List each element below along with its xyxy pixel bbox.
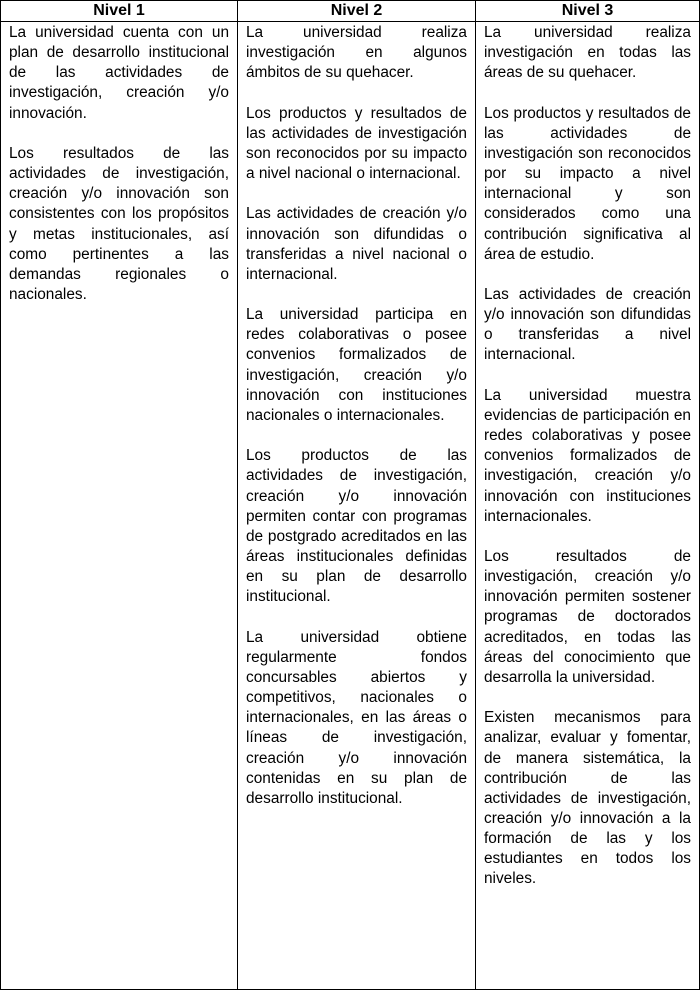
nivel-2-paragraph: La universidad realiza investigación en algunos ámbitos de su quehacer. [246, 24, 467, 82]
header-nivel-2: Nivel 2 [238, 1, 476, 22]
nivel-2-paragraph: La universidad participa en redes colaborativas o posee convenios formalizados de investigación, creación y/o innovación con instituciones nacionales o internacionales. [246, 306, 467, 424]
nivel-3-paragraph: La universidad realiza investigación en todas las áreas de su quehacer. [484, 24, 691, 82]
cell-nivel-3 [476, 22, 700, 990]
nivel-1-paragraph: Los resultados de las actividades de investigación, creación y/o innovación son consistentes con los propósitos y metas institucionales, así como pertinentes a las demandas regionales o nacionales. [9, 144, 229, 304]
nivel-3-paragraph: La universidad muestra evidencias de participación en redes colaborativas y posee convenios formalizados de investigación, creación y/o innovación con instituciones internacionales. [484, 386, 691, 525]
nivel-2-paragraph: Las actividades de creación y/o innovación son difundidas o transferidas a nivel nacional o internacional. [246, 205, 467, 283]
nivel-2-paragraph: La universidad obtiene regularmente fondos concursables abiertos y competitivos, nacionales o internacionales, en las áreas o líneas de investigación, creación y/o innovación contenidas en su plan de desarrollo institucional. [246, 628, 467, 807]
header-row [1, 1, 700, 22]
cell-nivel-2 [238, 22, 476, 990]
nivel-3-paragraph: Existen mecanismos para analizar, evaluar y fomentar, de manera sistemática, la contribución de las actividades de investigación, creación y/o innovación a la formación de las y los estudiantes en todos los niveles. [484, 709, 691, 888]
nivel-3-paragraph: Los resultados de investigación, creación y/o innovación permiten sostener programas de doctorados acreditados, en todas las áreas del conocimiento que desarrolla la universidad. [484, 548, 691, 686]
nivel-3-paragraph: Las actividades de creación y/o innovación son difundidas o transferidas a nivel internacional. [484, 286, 691, 364]
header-nivel-3: Nivel 3 [476, 1, 700, 22]
nivel-2-paragraph: Los productos de las actividades de investigación, creación y/o innovación permiten contar con programas de postgrado acreditados en las áreas institucionales definidas en su plan de desarrollo institucional. [246, 447, 467, 606]
nivel-2-paragraph: Los productos y resultados de las actividades de investigación son reconocidos por su impacto a nivel nacional o internacional. [246, 104, 467, 183]
cell-nivel-1 [1, 22, 238, 990]
content-row [1, 22, 700, 990]
nivel-3-paragraph: Los productos y resultados de las actividades de investigación son reconocidos por su impacto a nivel internacional y son considerados como una contribución significativa al área de estudio. [484, 104, 691, 263]
header-nivel-1: Nivel 1 [1, 1, 238, 22]
nivel-1-paragraph: La universidad cuenta con un plan de desarrollo institucional de las actividades de investigación, creación y/o innovación. [9, 24, 229, 122]
